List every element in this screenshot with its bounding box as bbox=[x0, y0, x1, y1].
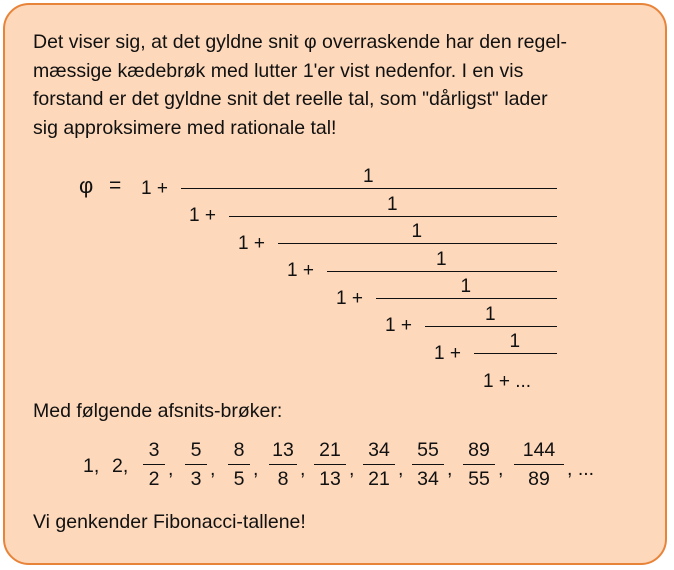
fraction-numerator: 8 bbox=[233, 439, 245, 461]
separator-comma: , bbox=[398, 458, 404, 480]
fraction-bar bbox=[314, 464, 346, 465]
convergent-integer: 2, bbox=[112, 455, 129, 477]
fraction-denominator: 55 bbox=[468, 468, 490, 490]
separator-comma: , bbox=[168, 458, 174, 480]
convergent-fraction bbox=[363, 438, 395, 491]
convergents-row bbox=[83, 438, 663, 494]
fraction-numerator: 89 bbox=[468, 439, 490, 461]
fraction-denominator: 34 bbox=[417, 468, 439, 490]
equals-sign: = bbox=[109, 174, 122, 197]
cf-prefix: 1 + bbox=[189, 205, 216, 226]
fraction-numerator: 144 bbox=[522, 439, 556, 461]
convergent-fraction bbox=[412, 438, 444, 491]
fraction-numerator: 13 bbox=[272, 439, 294, 461]
cf-prefix: 1 + bbox=[385, 315, 412, 336]
fraction-bar bbox=[425, 326, 557, 327]
fraction-bar bbox=[474, 353, 557, 354]
fraction-numerator: 21 bbox=[319, 439, 341, 461]
fraction-bar bbox=[463, 464, 495, 465]
convergent-fraction bbox=[143, 438, 165, 491]
convergent-fraction bbox=[314, 438, 346, 491]
separator-comma: , bbox=[300, 458, 306, 480]
intro-line: sig approksimere med rationale tal! bbox=[33, 116, 337, 139]
intro-line: Det viser sig, at det gyldne snit φ overraskende har den regel- bbox=[33, 31, 568, 53]
fraction-bar bbox=[327, 271, 557, 272]
cf-prefix: 1 + bbox=[141, 178, 168, 199]
fraction-bar bbox=[363, 464, 395, 465]
separator-comma: , bbox=[447, 458, 453, 480]
cf-numerator: 1 bbox=[460, 276, 472, 297]
fraction-numerator: 34 bbox=[368, 439, 390, 461]
fraction-bar bbox=[412, 464, 444, 465]
intro-line: forstand er det gyldne snit det reelle tal, som "dårligst" lader bbox=[33, 88, 548, 110]
ellipsis: , ... bbox=[567, 458, 595, 480]
cf-tail: 1 + ... bbox=[483, 371, 532, 392]
fraction-denominator: 2 bbox=[148, 468, 160, 490]
cf-prefix: 1 + bbox=[336, 287, 363, 309]
convergent-fraction bbox=[269, 438, 297, 491]
convergent-fraction bbox=[185, 438, 207, 491]
fraction-bar bbox=[514, 464, 564, 465]
separator-comma: , bbox=[349, 458, 355, 480]
fraction-numerator: 5 bbox=[190, 439, 202, 461]
fraction-bar bbox=[228, 464, 250, 465]
intro-line: mæssige kædebrøk med lutter 1'er vist nedenfor. I en vis bbox=[33, 59, 524, 82]
separator-comma: , bbox=[498, 458, 504, 480]
fraction-denominator: 3 bbox=[190, 468, 202, 490]
cf-numerator: 1 bbox=[411, 221, 423, 242]
fraction-numerator: 3 bbox=[148, 439, 160, 461]
fraction-denominator: 13 bbox=[319, 468, 341, 490]
separator-comma: , bbox=[210, 458, 216, 480]
cf-numerator: 1 bbox=[363, 166, 374, 187]
fraction-denominator: 5 bbox=[233, 468, 245, 490]
intro-paragraph bbox=[33, 28, 653, 142]
fraction-bar bbox=[185, 464, 207, 465]
fraction-bar bbox=[181, 188, 557, 189]
fraction-bar bbox=[143, 464, 165, 465]
cf-prefix: 1 + bbox=[434, 342, 461, 364]
phi-symbol: φ bbox=[79, 173, 94, 198]
cf-numerator: 1 bbox=[436, 248, 447, 270]
separator-comma: , bbox=[253, 458, 259, 480]
fraction-numerator: 55 bbox=[417, 439, 439, 461]
convergent-integer: 1, bbox=[83, 455, 100, 477]
cf-numerator: 1 bbox=[485, 303, 496, 325]
fraction-bar bbox=[269, 464, 297, 465]
cf-prefix: 1 + bbox=[287, 260, 314, 281]
convergent-fraction bbox=[463, 438, 495, 491]
cf-numerator: 1 bbox=[509, 331, 521, 352]
convergent-fraction bbox=[228, 438, 250, 491]
fraction-bar bbox=[229, 216, 557, 217]
fraction-denominator: 8 bbox=[277, 468, 289, 490]
convergent-fraction bbox=[514, 438, 564, 491]
fraction-denominator: 21 bbox=[368, 468, 390, 490]
cf-numerator: 1 bbox=[387, 193, 398, 215]
cf-prefix: 1 + bbox=[238, 232, 265, 254]
closing-sentence: Vi genkender Fibonacci-tallene! bbox=[33, 511, 306, 533]
fraction-bar bbox=[278, 243, 557, 244]
fraction-denominator: 89 bbox=[528, 468, 550, 490]
fraction-bar bbox=[376, 298, 557, 299]
convergents-label: Med følgende afsnits-brøker: bbox=[33, 400, 283, 422]
